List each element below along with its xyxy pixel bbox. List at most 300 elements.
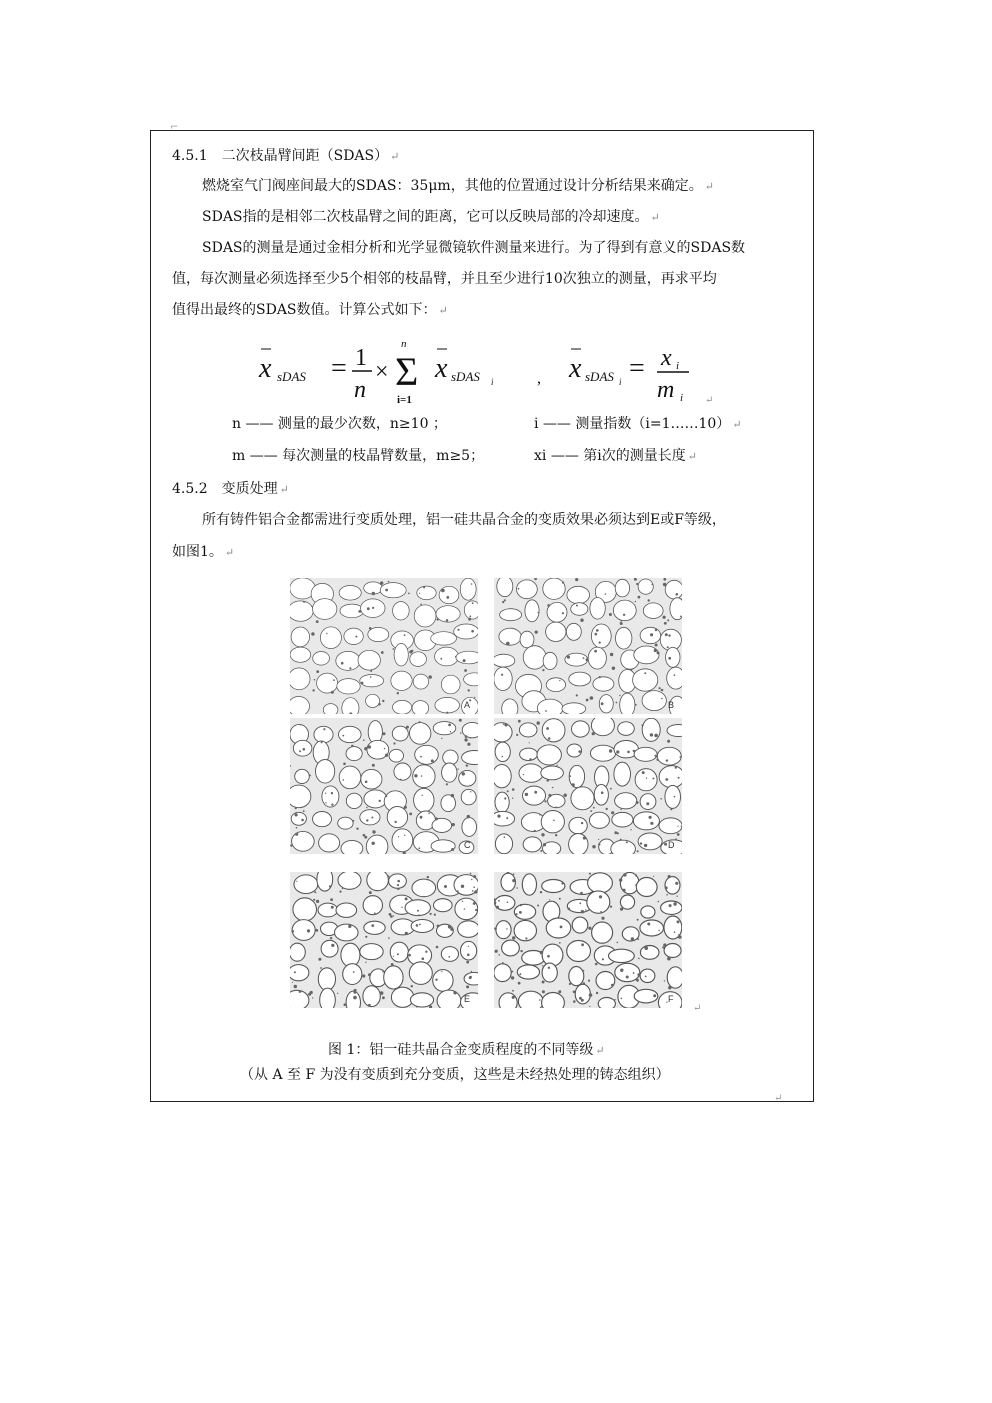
eutectic-particle (567, 656, 570, 659)
micrograph-d (494, 718, 682, 854)
dendrite-cell (318, 903, 338, 917)
panel-label: D (668, 840, 675, 850)
eutectic-particle (609, 613, 612, 616)
eutectic-particle (546, 727, 549, 730)
eutectic-particle (436, 618, 438, 620)
eutectic-particle (404, 634, 406, 636)
dendrite-cell (292, 920, 315, 941)
eutectic-particle (444, 885, 447, 888)
eutectic-particle (303, 601, 304, 602)
eutectic-particle (652, 778, 654, 780)
dendrite-cell (566, 623, 581, 640)
eutectic-particle (388, 875, 390, 877)
dendrite-cell (367, 872, 389, 891)
eutectic-particle (581, 943, 584, 946)
dendrite-cell (433, 722, 456, 735)
dendrite-cell (393, 700, 412, 714)
dendrite-cell (294, 875, 318, 894)
eutectic-particle (642, 771, 645, 774)
eutectic-particle (588, 980, 590, 982)
dendrite-cell (543, 652, 557, 669)
eutectic-particle (427, 879, 429, 881)
eutectic-particle (352, 820, 354, 822)
eutectic-particle (393, 648, 395, 650)
subcaption-text: （从 A 至 F 为没有变质到充分变质，这些是未经热处理的铸态组织） (240, 1067, 670, 1083)
eutectic-particle (681, 826, 682, 827)
paragraph-3-line-2 (172, 269, 717, 289)
dendrite-cell (514, 920, 536, 940)
formula-svg (255, 335, 725, 405)
dendrite-cell (666, 647, 680, 667)
dendrite-cell (661, 901, 682, 914)
eutectic-particle (365, 962, 366, 963)
eutectic-particle (518, 982, 521, 985)
eutectic-particle (441, 971, 442, 972)
eutectic-particle (594, 650, 597, 653)
dendrite-cell (494, 723, 512, 742)
eutectic-particle (397, 953, 399, 955)
eutectic-particle (403, 886, 404, 887)
eutectic-particle (637, 938, 639, 940)
eutectic-particle (569, 983, 571, 985)
dendrite-cell (495, 742, 510, 761)
eutectic-particle (368, 1004, 371, 1007)
eutectic-particle (512, 788, 515, 791)
dendrite-cell (642, 718, 660, 741)
eutectic-particle (331, 944, 334, 947)
eutectic-particle (548, 737, 551, 740)
dendrite-cell (643, 603, 663, 619)
dendrite-cell (497, 578, 513, 597)
fraction-denominator: n (354, 377, 366, 403)
eutectic-particle (576, 605, 578, 607)
dendrite-cell (458, 921, 478, 938)
eutectic-particle (543, 843, 546, 846)
eutectic-particle (665, 633, 668, 636)
eutectic-particle (620, 622, 623, 625)
dendrite-cell (291, 627, 309, 647)
eutectic-particle (589, 993, 593, 997)
eutectic-particle (308, 993, 311, 996)
eutectic-particle (506, 642, 510, 646)
eutectic-particle (463, 659, 466, 662)
sdas-formula (255, 335, 725, 405)
eutectic-particle (294, 971, 296, 973)
dendrite-cell (565, 653, 588, 666)
eutectic-particle (579, 902, 581, 904)
eutectic-particle (655, 629, 657, 631)
lhs-subscript: sDAS (277, 369, 306, 384)
eutectic-particle (292, 982, 293, 983)
paragraph-text: 值，每次测量必须选择至少5个相邻的枝晶臂，并且至少进行10次独立的测量，再求平均 (172, 271, 717, 287)
eutectic-particle (294, 985, 297, 988)
paragraph-text: 如图1。 (172, 544, 223, 560)
eutectic-particle (417, 910, 419, 912)
dendrite-cell (499, 993, 517, 1008)
paragraph-3-line-1 (202, 238, 745, 258)
eutectic-particle (512, 996, 515, 999)
dendrite-cell (638, 833, 662, 850)
dendrite-cell (437, 990, 461, 1008)
eutectic-particle (471, 879, 472, 880)
figure-subcaption (240, 1065, 670, 1085)
x-symbol: x (435, 353, 448, 384)
eutectic-particle (663, 616, 666, 619)
eutectic-particle (542, 990, 545, 993)
eutectic-particle (370, 670, 372, 672)
eutectic-particle (420, 816, 423, 819)
eutectic-particle (299, 750, 301, 752)
eutectic-particle (363, 739, 365, 741)
eutectic-particle (635, 704, 637, 706)
eutectic-particle (560, 926, 563, 929)
eutectic-particle (540, 850, 542, 852)
eutectic-particle (408, 593, 410, 595)
eutectic-particle (466, 764, 468, 766)
eutectic-particle (598, 843, 600, 845)
eutectic-particle (675, 882, 678, 885)
paragraph-mark: ↵ (687, 450, 697, 463)
dendrite-cell (500, 609, 522, 621)
dendrite-cell (455, 898, 478, 920)
dendrite-cell (341, 840, 363, 854)
dendrite-cell (542, 880, 565, 893)
eutectic-particle (586, 699, 589, 702)
dendrite-cell (594, 785, 608, 806)
dendrite-cell (659, 818, 682, 834)
dendrite-cell (393, 602, 410, 620)
eutectic-particle (448, 724, 451, 727)
dendrite-cell (320, 627, 341, 649)
eutectic-particle (371, 817, 373, 819)
eutectic-particle (653, 876, 654, 877)
dendrite-cell (657, 747, 681, 765)
dendrite-cell (456, 651, 478, 664)
eutectic-particle (553, 820, 555, 822)
dendrite-cell (441, 795, 456, 812)
eutectic-particle (621, 620, 623, 622)
eutectic-particle (674, 674, 676, 676)
dendrite-cell (494, 765, 511, 788)
dendrite-cell (537, 699, 563, 714)
heading-text: 4.5.1 二次枝晶臂间距（SDAS） (172, 148, 389, 164)
dendrite-cell (591, 624, 611, 648)
eutectic-particle (380, 991, 384, 995)
eutectic-particle (462, 901, 463, 902)
eutectic-particle (494, 927, 497, 930)
eutectic-particle (592, 732, 595, 735)
dendrite-cell (361, 769, 382, 789)
dendrite-cell (665, 785, 681, 808)
eutectic-particle (583, 982, 586, 985)
eutectic-particle (512, 971, 514, 973)
eutectic-particle (466, 961, 469, 964)
dendrite-cell (633, 669, 658, 691)
eutectic-particle (390, 915, 393, 918)
dendrite-cell (462, 722, 478, 737)
dendrite-cell (640, 920, 664, 936)
paragraph-mark: ↵ (279, 483, 289, 496)
eutectic-particle (507, 901, 509, 903)
eutectic-particle (579, 997, 582, 1000)
eutectic-particle (512, 990, 514, 992)
eutectic-particle (648, 599, 650, 601)
eutectic-particle (320, 967, 322, 969)
dendrite-cell (336, 903, 357, 917)
dendrite-cell (502, 699, 518, 714)
eutectic-particle (677, 826, 678, 827)
eutectic-particle (448, 956, 450, 958)
eutectic-particle (585, 909, 586, 910)
dendrite-cell (634, 646, 659, 664)
eutectic-particle (471, 583, 473, 585)
eutectic-particle (572, 783, 575, 786)
eutectic-particle (542, 965, 543, 966)
eutectic-particle (437, 925, 440, 928)
eutectic-particle (581, 910, 584, 913)
rhs-denominator: m (657, 377, 675, 403)
eutectic-particle (473, 886, 475, 888)
dendrite-cell (290, 647, 311, 662)
dendrite-cell (572, 917, 588, 933)
dendrite-cell (664, 944, 681, 958)
eutectic-particle (405, 932, 408, 935)
eutectic-particle (314, 891, 316, 893)
eutectic-particle (409, 813, 412, 816)
dendrite-cell (523, 837, 541, 852)
dendrite-cell (665, 877, 680, 894)
dendrite-cell (547, 602, 567, 622)
eutectic-particle (590, 810, 592, 812)
eutectic-particle (331, 691, 334, 694)
eutectic-particle (541, 833, 544, 836)
micrograph-e (290, 872, 478, 1008)
dendrite-cell (520, 631, 534, 648)
eutectic-particle (342, 735, 344, 737)
eutectic-particle (656, 759, 658, 761)
eutectic-particle (580, 892, 583, 895)
eutectic-particle (330, 937, 332, 939)
dendrite-cell (364, 790, 387, 808)
eutectic-particle (374, 912, 376, 914)
paragraph-1 (202, 176, 714, 197)
eutectic-particle (537, 721, 540, 724)
dendrite-cell (454, 624, 478, 639)
eutectic-particle (633, 972, 635, 974)
eutectic-particle (471, 630, 474, 633)
sum-term-subscript: sDAS (451, 369, 480, 384)
eutectic-particle (428, 813, 430, 815)
eutectic-particle (427, 876, 429, 878)
dendrite-cell (339, 586, 361, 601)
eutectic-particle (646, 777, 647, 778)
dendrite-cell (494, 667, 512, 690)
eutectic-particle (626, 976, 629, 979)
times-sign: × (375, 359, 389, 385)
eutectic-particle (559, 898, 561, 900)
section-4-5-2-heading (172, 479, 289, 500)
eutectic-particle (610, 653, 613, 656)
dendrite-cell (634, 747, 657, 761)
eutectic-particle (617, 942, 619, 944)
eutectic-particle (351, 745, 353, 747)
dendrite-cell (394, 643, 408, 666)
eutectic-particle (299, 990, 302, 993)
dendrite-cell (363, 896, 382, 915)
dendrite-cell (337, 679, 360, 694)
dendrite-cell (462, 818, 477, 837)
eutectic-particle (393, 742, 395, 744)
dendrite-cell (432, 818, 452, 832)
eutectic-particle (497, 815, 500, 818)
dendrite-cell (620, 895, 634, 909)
micrograph-c (290, 718, 478, 854)
eutectic-particle (394, 821, 396, 823)
dendrite-cell (593, 677, 614, 691)
eutectic-particle (544, 800, 546, 802)
eutectic-particle (675, 838, 677, 840)
eutectic-particle (678, 935, 682, 939)
eutectic-particle (573, 1000, 576, 1003)
eutectic-particle (422, 957, 425, 960)
eutectic-particle (295, 808, 297, 810)
equals-sign: = (331, 353, 347, 384)
eutectic-particle (611, 984, 614, 987)
eutectic-particle (470, 791, 471, 792)
eutectic-particle (408, 959, 409, 960)
dendrite-cell (293, 898, 317, 921)
dendrite-cell (622, 927, 639, 941)
dendrite-cell (611, 840, 636, 854)
eutectic-particle (519, 911, 522, 914)
dendrite-cell (360, 810, 380, 825)
dendrite-cell (343, 964, 362, 985)
eutectic-particle (333, 679, 335, 681)
eutectic-particle (457, 768, 458, 769)
micrograph-a (290, 578, 478, 714)
eutectic-particle (450, 731, 451, 732)
eutectic-particle (419, 721, 421, 723)
sum-lower-limit: i=1 (397, 394, 412, 405)
dendrite-cell (590, 598, 605, 620)
eutectic-particle (419, 593, 420, 594)
eutectic-particle (559, 680, 560, 681)
dendrite-cell (389, 749, 403, 762)
eutectic-particle (513, 873, 515, 875)
eutectic-particle (548, 967, 550, 969)
eutectic-particle (678, 777, 680, 779)
eutectic-particle (518, 588, 520, 590)
eutectic-particle (450, 928, 453, 931)
dendrite-cell (411, 920, 434, 933)
eutectic-particle (436, 946, 439, 949)
dendrite-cell (380, 583, 406, 598)
heading-text: 4.5.2 变质处理 (172, 481, 278, 497)
dendrite-cell (290, 601, 313, 621)
eutectic-particle (316, 620, 319, 623)
dendrite-cell (414, 605, 436, 627)
eutectic-particle (343, 763, 346, 766)
eutectic-particle (425, 951, 427, 953)
eutectic-particle (535, 631, 538, 634)
eutectic-particle (331, 906, 334, 909)
eutectic-particle (441, 738, 442, 739)
dendrite-cell (635, 769, 657, 791)
eutectic-particle (662, 946, 664, 948)
eutectic-particle (654, 755, 656, 757)
eutectic-particle (644, 946, 648, 950)
eutectic-particle (540, 951, 544, 955)
dendrite-cell (541, 811, 564, 833)
dendrite-cell (542, 963, 557, 982)
dendrite-cell (588, 873, 613, 893)
eutectic-particle (631, 937, 634, 940)
eutectic-particle (457, 629, 459, 631)
eutectic-particle (539, 999, 541, 1001)
paragraph-mark-figure: ↵ (693, 1003, 702, 1014)
eutectic-particle (355, 636, 357, 638)
dendrite-cell (295, 769, 310, 783)
eutectic-particle (470, 873, 472, 875)
eutectic-particle (292, 930, 295, 933)
eutectic-particle (503, 724, 504, 725)
dendrite-cell (291, 812, 306, 825)
dendrite-cell (525, 600, 539, 622)
eutectic-particle (469, 976, 472, 979)
eutectic-particle (383, 732, 386, 735)
eutectic-particle (468, 689, 470, 691)
eutectic-particle (342, 887, 344, 889)
dendrite-cell (519, 723, 537, 737)
eutectic-particle (385, 754, 388, 757)
eutectic-particle (467, 743, 470, 746)
eutectic-particle (537, 905, 539, 907)
dendrite-cell (569, 765, 584, 787)
eutectic-particle (586, 658, 589, 661)
definition-n (232, 414, 447, 434)
eutectic-particle (434, 914, 436, 916)
paragraph-mark: ↵ (438, 304, 448, 317)
dendrite-cell (640, 969, 655, 982)
eutectic-particle (653, 994, 656, 997)
eutectic-particle (661, 698, 663, 700)
dendrite-cell (496, 921, 511, 939)
eutectic-particle (504, 836, 506, 838)
dendrite-cell (520, 748, 538, 760)
eutectic-particle (529, 742, 530, 743)
eutectic-particle (640, 842, 642, 844)
paragraph-mark: ↵ (650, 211, 660, 224)
eutectic-particle (364, 836, 367, 839)
dendrite-cell (665, 580, 682, 599)
dendrite-cell (615, 579, 629, 597)
eutectic-particle (596, 629, 599, 632)
dendrite-cell (537, 745, 561, 765)
eutectic-particle (569, 775, 571, 777)
eutectic-particle (507, 790, 509, 792)
x-symbol: x (569, 353, 582, 384)
eutectic-particle (596, 992, 598, 994)
eutectic-particle (679, 756, 681, 758)
dendrite-cell (633, 812, 659, 830)
eutectic-particle (471, 971, 472, 972)
eutectic-particle (663, 943, 666, 946)
dendrite-cell (338, 817, 353, 829)
paragraph-mark: ↵ (224, 546, 235, 559)
dendrite-cell (290, 785, 311, 808)
eutectic-particle (441, 589, 445, 593)
dendrite-cell (322, 786, 339, 807)
